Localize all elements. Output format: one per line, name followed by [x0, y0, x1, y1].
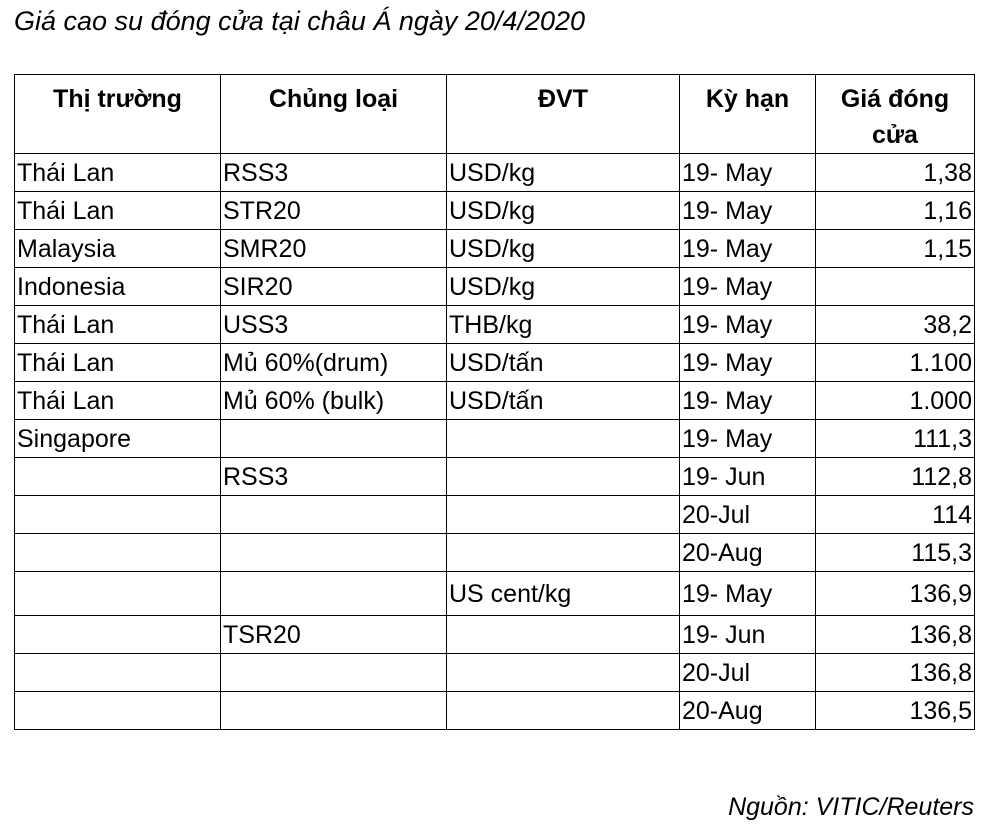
type-cell [221, 654, 447, 692]
type-cell: Mủ 60% (bulk) [221, 382, 447, 420]
table-row [15, 230, 975, 268]
term-cell: 19- May [680, 306, 816, 344]
type-cell [221, 692, 447, 730]
rubber-price-table [14, 74, 975, 730]
unit-cell: USD/kg [447, 268, 680, 306]
term-cell: 20-Aug [680, 692, 816, 730]
type-cell: SMR20 [221, 230, 447, 268]
market-cell: Thái Lan [15, 192, 221, 230]
price-cell: 136,8 [816, 616, 975, 654]
type-cell: USS3 [221, 306, 447, 344]
table-row [15, 268, 975, 306]
table-row [15, 692, 975, 730]
table-row [15, 420, 975, 458]
type-cell: RSS3 [221, 154, 447, 192]
type-cell [221, 420, 447, 458]
market-cell [15, 572, 221, 616]
price-cell: 111,3 [816, 420, 975, 458]
type-cell: STR20 [221, 192, 447, 230]
table-row [15, 306, 975, 344]
price-cell: 136,9 [816, 572, 975, 616]
source-note: Nguồn: VITIC/Reuters [728, 793, 974, 821]
type-cell: RSS3 [221, 458, 447, 496]
market-cell: Indonesia [15, 268, 221, 306]
price-cell: 1.000 [816, 382, 975, 420]
market-cell [15, 534, 221, 572]
unit-cell: USD/tấn [447, 382, 680, 420]
table-row [15, 154, 975, 192]
market-cell: Singapore [15, 420, 221, 458]
market-cell [15, 616, 221, 654]
unit-cell [447, 654, 680, 692]
market-cell: Malaysia [15, 230, 221, 268]
type-cell [221, 572, 447, 616]
market-cell [15, 654, 221, 692]
term-cell: 20-Jul [680, 654, 816, 692]
header-unit: ĐVT [447, 75, 680, 154]
type-cell: Mủ 60%(drum) [221, 344, 447, 382]
unit-cell: USD/kg [447, 154, 680, 192]
market-cell [15, 496, 221, 534]
term-cell: 19- Jun [680, 616, 816, 654]
price-cell [816, 268, 975, 306]
unit-cell: USD/kg [447, 192, 680, 230]
type-cell [221, 496, 447, 534]
unit-cell: THB/kg [447, 306, 680, 344]
market-cell [15, 692, 221, 730]
unit-cell [447, 616, 680, 654]
table-row [15, 382, 975, 420]
header-term: Kỳ hạn [680, 75, 816, 154]
price-cell: 1,38 [816, 154, 975, 192]
header-market: Thị trường [15, 75, 221, 154]
term-cell: 19- May [680, 154, 816, 192]
term-cell: 20-Aug [680, 534, 816, 572]
unit-cell: USD/tấn [447, 344, 680, 382]
term-cell: 19- May [680, 192, 816, 230]
term-cell: 19- May [680, 572, 816, 616]
price-cell: 115,3 [816, 534, 975, 572]
term-cell: 19- May [680, 382, 816, 420]
table-row [15, 496, 975, 534]
header-closing-price: Giá đóng cửa [816, 75, 975, 154]
term-cell: 19- Jun [680, 458, 816, 496]
type-cell [221, 534, 447, 572]
price-cell: 1,16 [816, 192, 975, 230]
price-cell: 38,2 [816, 306, 975, 344]
price-cell: 136,8 [816, 654, 975, 692]
type-cell: SIR20 [221, 268, 447, 306]
price-cell: 1,15 [816, 230, 975, 268]
table-row [15, 572, 975, 616]
unit-cell [447, 458, 680, 496]
market-cell: Thái Lan [15, 344, 221, 382]
unit-cell: USD/kg [447, 230, 680, 268]
type-cell: TSR20 [221, 616, 447, 654]
term-cell: 19- May [680, 230, 816, 268]
table-row [15, 344, 975, 382]
price-cell: 1.100 [816, 344, 975, 382]
unit-cell [447, 420, 680, 458]
price-cell: 136,5 [816, 692, 975, 730]
table-row [15, 458, 975, 496]
price-cell: 112,8 [816, 458, 975, 496]
unit-cell: US cent/kg [447, 572, 680, 616]
term-cell: 19- May [680, 344, 816, 382]
price-cell: 114 [816, 496, 975, 534]
table-row [15, 616, 975, 654]
unit-cell [447, 496, 680, 534]
page-title: Giá cao su đóng cửa tại châu Á ngày 20/4/2020 [14, 6, 586, 36]
table-header-row [15, 75, 975, 154]
unit-cell [447, 534, 680, 572]
unit-cell [447, 692, 680, 730]
market-cell [15, 458, 221, 496]
table-row [15, 192, 975, 230]
market-cell: Thái Lan [15, 154, 221, 192]
table-body [15, 154, 975, 730]
term-cell: 19- May [680, 420, 816, 458]
table-row [15, 654, 975, 692]
term-cell: 20-Jul [680, 496, 816, 534]
market-cell: Thái Lan [15, 306, 221, 344]
market-cell: Thái Lan [15, 382, 221, 420]
header-type: Chủng loại [221, 75, 447, 154]
term-cell: 19- May [680, 268, 816, 306]
table-row [15, 534, 975, 572]
